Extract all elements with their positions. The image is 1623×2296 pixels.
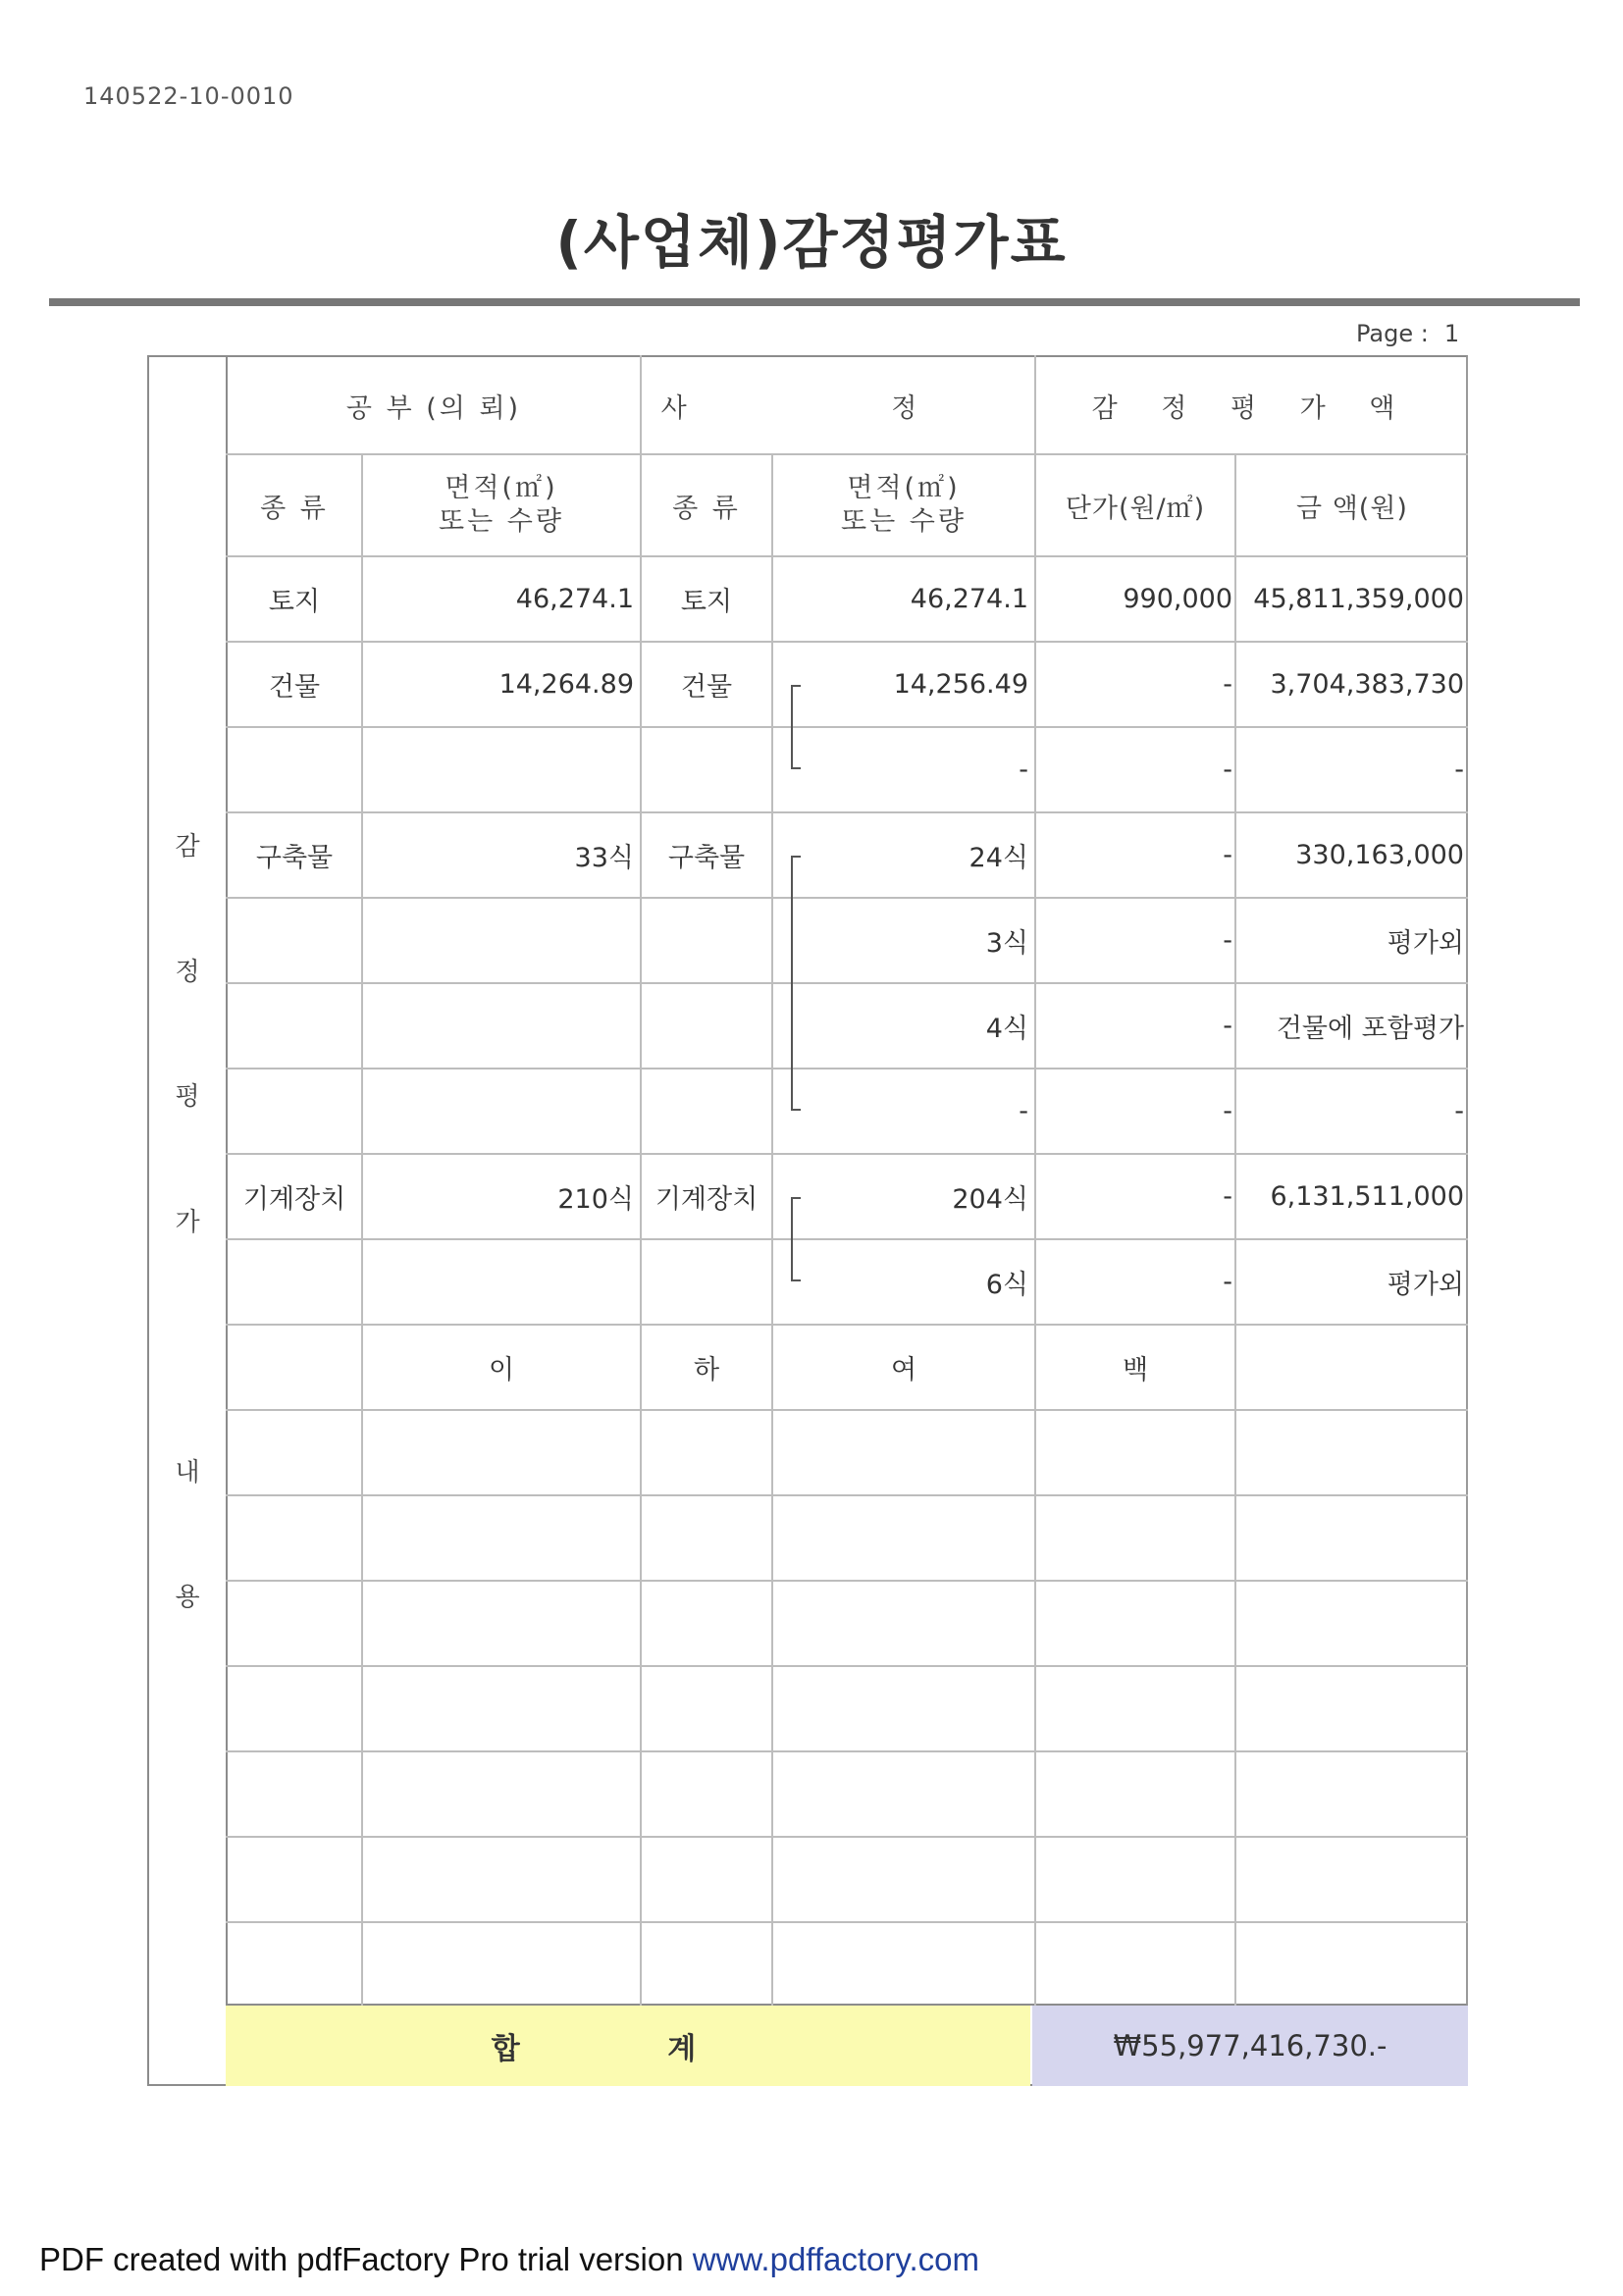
public-quantity-cell <box>363 728 634 811</box>
public-kind-cell <box>228 1070 361 1153</box>
public-kind-cell: 토지 <box>268 587 321 617</box>
public-quantity-cell <box>363 1070 634 1153</box>
header-area-line1: 면적(㎡) <box>847 473 961 503</box>
actual-kind-cell <box>642 728 771 811</box>
grid-line <box>226 1921 1468 1923</box>
side-label-char: 감 <box>175 832 200 861</box>
public-kind-cell <box>228 1240 361 1324</box>
grid-line <box>771 453 773 2006</box>
group-bracket <box>791 1197 801 1281</box>
header-appraised-value: 감 정 평 가 액 <box>1091 392 1413 424</box>
blank-marker-char: 백 <box>1122 1355 1149 1385</box>
public-kind-cell: 구축물 <box>255 843 334 873</box>
actual-quantity-cell: - <box>1019 755 1028 785</box>
public-kind-cell <box>228 984 361 1068</box>
public-quantity-cell: 210식 <box>557 1184 634 1215</box>
actual-quantity-cell: 204식 <box>952 1184 1028 1215</box>
document-id: 140522-10-0010 <box>83 82 294 110</box>
grid-line <box>226 1750 1468 1752</box>
side-label-char: 평 <box>175 1082 200 1112</box>
header-area-line2: 또는 수량 <box>439 506 564 537</box>
amount-cell: - <box>1454 755 1464 785</box>
amount-cell: 평가외 <box>1387 928 1464 959</box>
actual-kind-cell <box>642 1070 771 1153</box>
unit-price-cell: - <box>1223 1181 1232 1212</box>
blank-marker-char: 하 <box>693 1355 720 1385</box>
group-bracket <box>791 685 801 769</box>
public-quantity-cell: 46,274.1 <box>515 584 634 614</box>
header-area-line1: 면적(㎡) <box>445 473 558 503</box>
amount-cell: - <box>1454 1096 1464 1126</box>
actual-kind-cell <box>642 1240 771 1324</box>
header-assessment: 사 정 <box>660 392 1016 424</box>
actual-quantity-cell: - <box>1019 1096 1028 1126</box>
header-kind: 종 류 <box>260 493 329 524</box>
page-indicator <box>1356 320 1459 347</box>
page-label-text: Page : <box>1356 320 1429 347</box>
blank-marker-char: 여 <box>890 1355 917 1385</box>
actual-quantity-cell: 46,274.1 <box>910 584 1028 614</box>
unit-price-cell: - <box>1223 755 1232 785</box>
header-area <box>773 455 1034 555</box>
amount-cell: 45,811,359,000 <box>1253 584 1464 614</box>
grid-line <box>226 1836 1468 1838</box>
grid-line <box>226 1409 1468 1411</box>
actual-quantity-cell: 4식 <box>985 1014 1028 1044</box>
unit-price-cell: 990,000 <box>1123 584 1232 614</box>
actual-quantity-cell: 14,256.49 <box>893 669 1028 700</box>
grid-line <box>226 1665 1468 1667</box>
total-label: 합 계 <box>226 2006 1030 2086</box>
unit-price-cell: - <box>1223 1096 1232 1126</box>
actual-kind-cell <box>642 984 771 1068</box>
total-amount: ₩55,977,416,730.- <box>1032 2006 1468 2086</box>
actual-quantity-cell: 24식 <box>969 843 1028 873</box>
unit-price-cell: - <box>1223 840 1232 870</box>
blank-marker-char: 이 <box>488 1355 515 1385</box>
public-kind-cell: 건물 <box>268 672 321 703</box>
unit-price-cell: - <box>1223 1267 1232 1297</box>
pdf-footer <box>39 2241 979 2278</box>
actual-kind-cell: 구축물 <box>667 843 746 873</box>
actual-quantity-cell: 6식 <box>985 1270 1028 1300</box>
header-area <box>363 455 640 555</box>
unit-price-cell: - <box>1223 1011 1232 1041</box>
actual-kind-cell: 기계장치 <box>654 1184 759 1215</box>
header-kind: 종 류 <box>672 493 741 524</box>
grid-line <box>226 1494 1468 1496</box>
side-label-char: 가 <box>175 1208 200 1237</box>
amount-cell: 330,163,000 <box>1295 840 1464 870</box>
public-kind-cell: 기계장치 <box>242 1184 346 1215</box>
unit-price-cell: - <box>1223 669 1232 700</box>
side-label-char: 용 <box>175 1583 200 1612</box>
grid-line <box>226 1580 1468 1582</box>
amount-cell: 건물에 포함평가 <box>1276 1014 1464 1044</box>
actual-kind-cell <box>642 899 771 982</box>
footer-link[interactable]: www.pdffactory.com <box>692 2241 979 2277</box>
amount-cell: 평가외 <box>1387 1270 1464 1300</box>
header-area-line2: 또는 수량 <box>841 506 967 537</box>
page-title: (사업체)감정평가표 <box>555 209 1068 276</box>
unit-price-cell: - <box>1223 925 1232 956</box>
page-number: 1 <box>1443 320 1460 347</box>
public-quantity-cell: 33식 <box>574 843 634 873</box>
side-label-char: 정 <box>175 958 200 987</box>
public-quantity-cell <box>363 984 634 1068</box>
public-quantity-cell <box>363 899 634 982</box>
header-amount: 금 액(원) <box>1296 493 1408 524</box>
amount-cell: 6,131,511,000 <box>1270 1181 1464 1212</box>
header-unit-price: 단가(원/㎡) <box>1065 493 1206 524</box>
actual-kind-cell: 토지 <box>680 587 733 617</box>
header-public-record: 공 부 (의 뢰) <box>345 392 522 424</box>
group-bracket <box>791 856 801 1111</box>
public-quantity-cell <box>363 1240 634 1324</box>
footer-text: PDF created with pdfFactory Pro trial version <box>39 2241 693 2277</box>
side-label-char: 내 <box>175 1458 200 1487</box>
public-kind-cell <box>228 728 361 811</box>
actual-quantity-cell: 3식 <box>985 928 1028 959</box>
public-kind-cell <box>228 899 361 982</box>
public-quantity-cell: 14,264.89 <box>498 669 634 700</box>
amount-cell: 3,704,383,730 <box>1270 669 1464 700</box>
actual-kind-cell: 건물 <box>680 672 733 703</box>
title-divider <box>49 298 1580 306</box>
